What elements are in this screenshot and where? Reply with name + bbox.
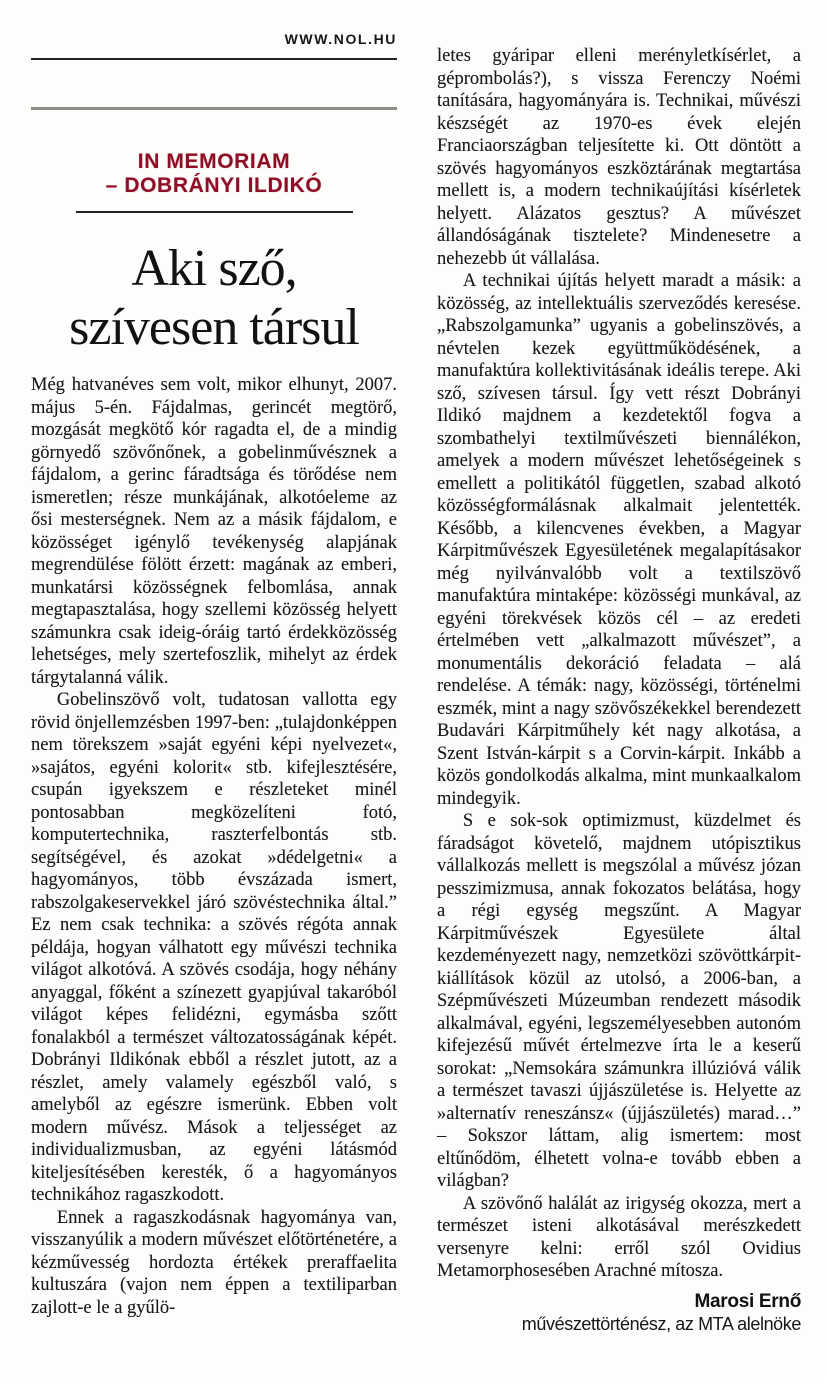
- site-url: WWW.NOL.HU: [284, 31, 397, 47]
- kicker: [31, 150, 397, 198]
- headline-line1: Aki sző,: [131, 240, 297, 297]
- left-column: [31, 0, 397, 1319]
- kicker-line2: – DOBRÁNYI ILDIKÓ: [105, 174, 323, 197]
- kicker-rule: [76, 211, 353, 213]
- paragraph: S e sok-sok optimizmust, küzdelmet és fáradságot követelő, majdnem utópisztikus vállalkozás mellett is megszólal a művész józan pesszimizmusa, annak fokozatos belátása, hogy a régi egység megszűnt. A Magyar Kárpitművészek Egyesülete által kezdeményezett nagy, nemzetközi szövöttkárpit-kiállítások közül az utolsó, a 2006-ban, a Szépművészeti Múzeumban rendezett második alkalmával, egyéni, legszemélyesebben autonóm kifejezésű művét értelmezve írta le a keserű sorokat: „Nemsokára számunkra illúzióvá válik a természet tavaszi újjászületése is. Helyette az »alternatív reneszánsz« (újjászületés) marad…” – Sokszor láttam, alig ismertem: most eltűnődöm, élhetett volna-e tovább ebben a világban?: [437, 811, 801, 1191]
- paragraph: Ennek a ragaszkodásnak hagyománya van, visszanyúlik a modern művészet előtörténetére, a kézművesség hordozta értékek preraffaelita kultuszára (vajon nem éppen a textiliparban zajlott-e le a gyűlö-: [31, 1207, 397, 1318]
- kicker-line1: IN MEMORIAM: [137, 150, 291, 173]
- paragraph: A szövőnő halálát az irigység okozza, mert a természet isteni alkotásával merészkedett versenyre kelni: erről szól Ovidius Metamorphosesében Arachné mítosza.: [437, 1193, 801, 1281]
- headline: [31, 239, 397, 357]
- article-body-left: [31, 374, 397, 1319]
- byline-role: művészettörténész, az MTA alelnöke: [521, 1313, 801, 1334]
- paragraph: A technikai újítás helyett maradt a másik: a közösség, az intellektuális szerveződés keresése. „Rabszolgamunka” ugyanis a gobelinszövés, a névtelen kezek együttműködésének, a manufaktúra kollektivitásának ideális terepe. Aki sző, szívesen társul. Így vett részt Dobrányi Ildikó majdnem a kezdetektől fogva a szombathelyi textilművészeti biennálékon, amelyek a modern művészet lehetőségeinek s emellett a politikától független, szabad alkotó közösségformálásnak alkalmait jelentették. Később, a kilencvenes években, a Magyar Kárpitművészek Egyesületének megalapításakor még nyilvánvalóbb volt a textilszövő manufaktúra mintaképe: közösségi munkával, az egyéni törekvések közös cél – az eredeti értelmében vett „alkalmazott művészet”, a monumentális dekoráció feladata – alá rendelése. A témák: nagy, közösségi, történelmi eszmék, mint a nagy szövőszékekkel berendezett Budavári Kárpitműhely két nagy alkotása, a Szent István-kárpit s a Corvin-kárpit. Inkább a közös gondolkodás alkalma, mint munkaalkalom mindegyik.: [437, 271, 801, 809]
- headline-line2: szívesen társul: [69, 299, 359, 356]
- paragraph: letes gyáripar elleni merényletkísérlet, a géprombolás?), s vissza Ferenczy Noémi tanítására, hagyományára is. Technikai, művészi készségét az 1970-es évek elején Franciaországban teljesítette ki. Ott döntött a szövés hagyományos eszköztárának megtartása mellett is, a modern technikaújítási kísérletek helyett. Alázatos gesztus? A művészet állandóságának tisztelete? Mindenesetre a nehezebb út vállalása.: [437, 46, 801, 269]
- right-column: [437, 0, 801, 1336]
- section-rule: [31, 107, 397, 110]
- paragraph: Gobelinszövő volt, tudatosan vallotta egy rövid önjellemzésben 1997-ben: „tulajdonképpen nem törekszem »saját egyéni képi nyelvezet«, »sajátos, egyéni kolorit« stb. kifejlesztésére, csupán igyekszem e részleteket minél pontosabban megközelíteni fotó, komputertechnika, raszterfelbontás stb. segítségével, és azokat »dédelgetni« a hagyományos, több évszázada ismert, rabszolgakeservekkel járó szövéstechnika által.” Ez nem csak technika: a szövés régóta annak példája, hogyan válhatott egy művészi technika világot alkotóvá. A szövés csodája, hogy néhány anyaggal, főként a színezett gyapjúval takaróból világot képes felidézni, egymásba szőtt fonalakból a természet változatosságának képét. Dobrányi Ildikónak ebből a részlet jutott, az a részlet, amely valamely egészből való, s amelyből az egészre ismerünk. Ebben volt modern művész. Mások a teljességet az individualizmusban, az egyéni látásmód kiteljesítésében keresték, ő a hagyományos technikához ragaszkodott.: [31, 690, 397, 1205]
- byline-author: Marosi Ernő: [694, 1290, 801, 1312]
- header-rule: [31, 58, 397, 60]
- byline: [437, 1290, 801, 1336]
- paragraph: Még hatvanéves sem volt, mikor elhunyt, 2007. május 5-én. Fájdalmas, gerincét megtörő, mozgását megkötő kór ragadta el, de a mindig görnyedő szövőnőnek, a gobelinművésznek a fájdalom, a gerinc fáradtsága és törődése nem ismeretlen; része munkájának, alkotóeleme az ősi mesterségnek. Nem az a másik fájdalom, e közösséget igénylő tevékenység alapjának megrendülése fölött érzett: magának az emberi, munkatársi közösségnek felbomlása, annak megtapasztalása, hogy szellemi közösség helyett számunkra csak ideig-óráig tartó érdekközösség lehetséges, mely szertefoszlik, mihelyt az érdek tárgytalanná válik.: [31, 375, 397, 688]
